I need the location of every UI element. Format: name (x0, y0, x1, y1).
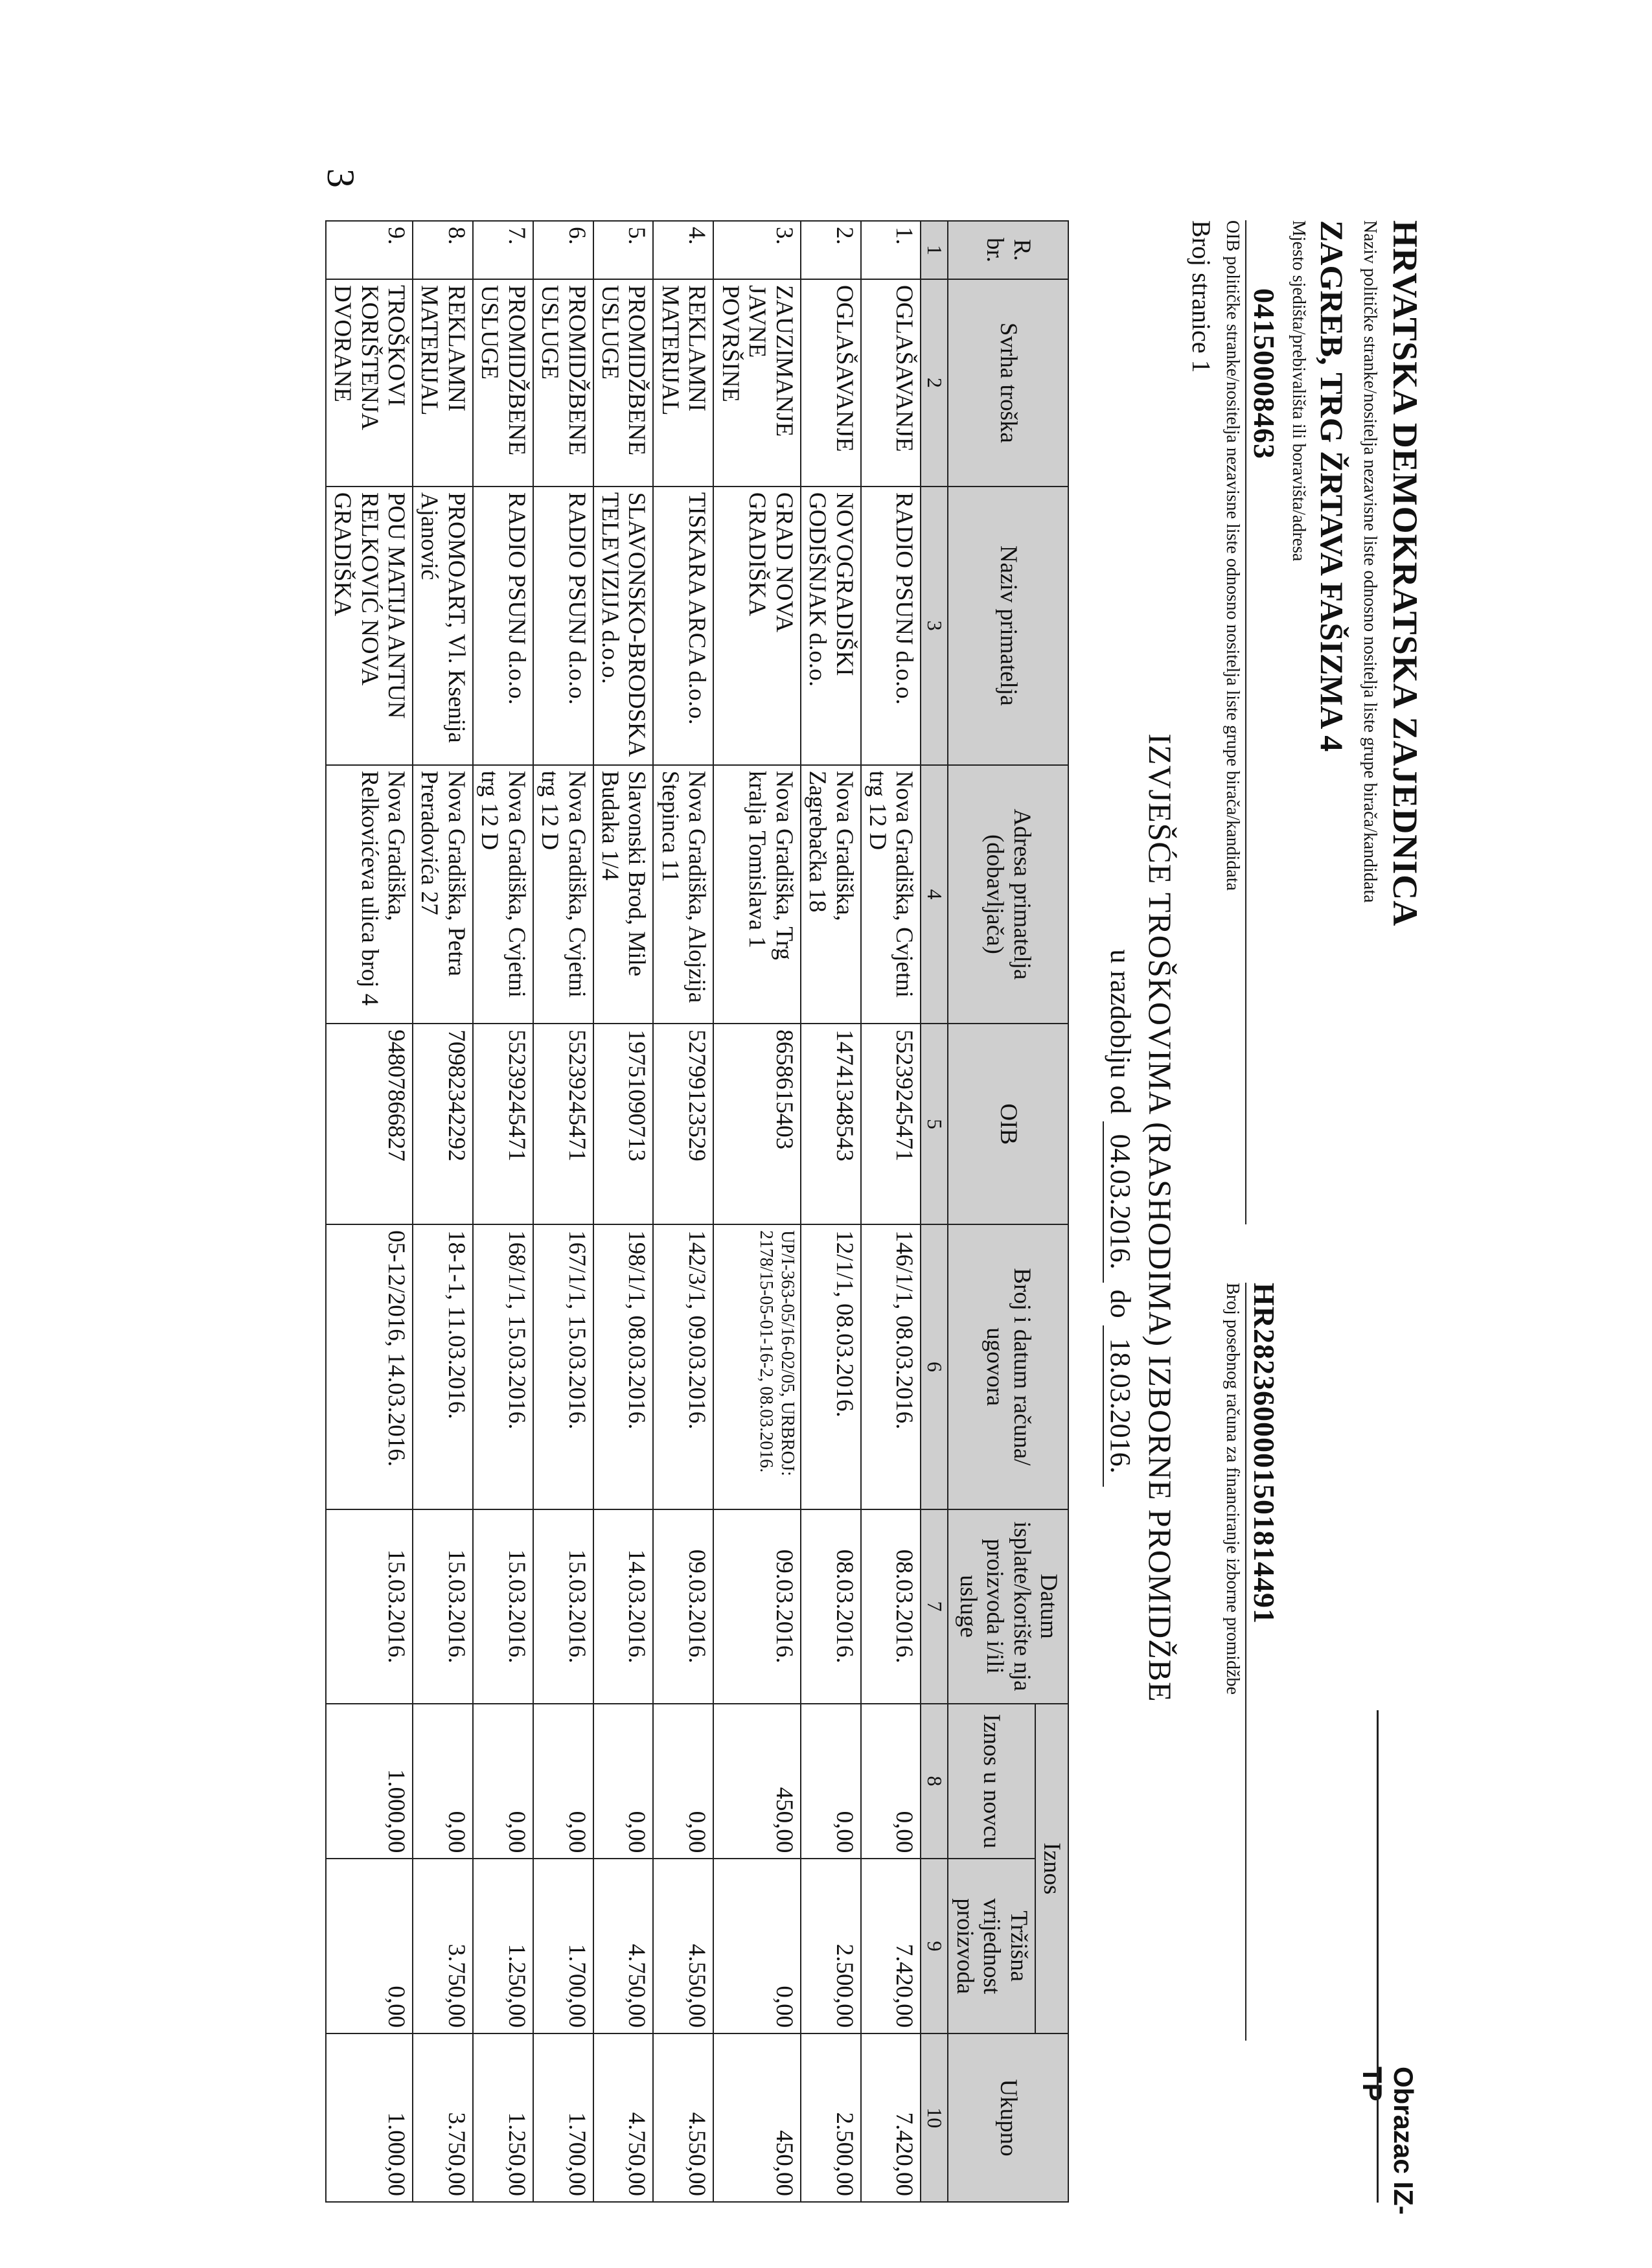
rotated-form-page (143, 168, 1425, 2216)
oib-caption: OIB političke stranke/nositelja nezavisne liste odnosno nositelja liste grupe birača/kandidata (1222, 220, 1243, 891)
cell-rbr: 6. (533, 221, 593, 279)
cell-naziv: RADIO PSUNJ d.o.o. (861, 487, 921, 765)
cell-naziv: RADIO PSUNJ d.o.o. (533, 487, 593, 765)
header-datum: Datum isplate/korište nja proizvoda i/ili usluge (948, 1509, 1068, 1704)
table-row (326, 221, 413, 2202)
header-naziv: Naziv primatelja (948, 487, 1068, 765)
report-period (1103, 220, 1137, 2216)
account-caption: Broj posebnog računa za financiranje izborne promidžbe (1222, 1283, 1243, 1695)
cell-datum: 09.03.2016. (653, 1509, 713, 1704)
cell-novac: 0,00 (801, 1704, 861, 1859)
table-row (413, 221, 473, 2202)
cell-rbr: 2. (801, 221, 861, 279)
cell-ukupno: 4.550,00 (653, 2033, 713, 2202)
cell-rbr: 8. (413, 221, 473, 279)
cell-trzisna: 1.700,00 (533, 1859, 593, 2033)
cell-ukupno: 2.500,00 (801, 2033, 861, 2202)
cell-naziv: POU MATIJA ANTUN RELKOVIĆ NOVA GRADIŠKA (326, 487, 413, 765)
cell-oib: 70982342292 (413, 1024, 473, 1224)
cell-datum: 15.03.2016. (413, 1509, 473, 1704)
column-number: 4 (921, 765, 948, 1024)
cell-naziv: NOVOGRADIŠKI GODIŠNJAK d.o.o. (801, 487, 861, 765)
cell-svrha: PROMIDŽBENE USLUGE (533, 279, 593, 487)
corner-page-mark: 3 (319, 168, 362, 188)
cell-novac: 0,00 (413, 1704, 473, 1859)
cell-novac: 0,00 (653, 1704, 713, 1859)
cell-naziv: GRAD NOVA GRADIŠKA (713, 487, 800, 765)
cell-novac: 0,00 (533, 1704, 593, 1859)
cell-rbr: 1. (861, 221, 921, 279)
cell-oib: 55239245471 (861, 1024, 921, 1224)
cell-svrha: REKLAMNI MATERIJAL (413, 279, 473, 487)
cell-svrha: OGLAŠAVANJE (861, 279, 921, 487)
cell-rbr: 5. (593, 221, 654, 279)
cell-rbr: 7. (473, 221, 533, 279)
cell-naziv: PROMOART, Vl. Ksenija Ajanović (413, 487, 473, 765)
cell-oib: 19751090713 (593, 1024, 654, 1224)
date-to: 18.03.2016. (1103, 1325, 1137, 1487)
cell-racun: 05-12/2016, 14.03.2016. (326, 1224, 413, 1509)
cell-ukupno: 1.700,00 (533, 2033, 593, 2202)
cell-datum: 15.03.2016. (326, 1509, 413, 1704)
period-middle: do (1105, 1289, 1136, 1318)
cell-racun: UP/I-363-05/16-02/05, URBROJ: 2178/15-05-01-16-2, 08.03.2016. (713, 1224, 800, 1509)
oib-underline (1245, 220, 1246, 1224)
cell-novac: 1.000,00 (326, 1704, 413, 1859)
account-underline (1245, 1283, 1246, 2041)
header-iznos: Iznos (1035, 1704, 1068, 2034)
cell-oib: 14741348543 (801, 1024, 861, 1224)
header-iznos-novcu: Iznos u novcu (948, 1704, 1035, 1859)
header-trzisna: Tržišna vrijednost proizvoda (948, 1859, 1035, 2033)
cell-naziv: SLAVONSKO-BRODSKA TELEVIZIJA d.o.o. (593, 487, 654, 765)
cell-racun: 18-1-1, 11.03.2016. (413, 1224, 473, 1509)
seat-address: ZAGREB, TRG ŽRTAVA FAŠIZMA 4 (1314, 220, 1350, 752)
report-title: IZVJEŠĆE TROŠKOVIMA (RASHODIMA) IZBORNE PROMIDŽBE (1142, 733, 1178, 1702)
cell-adresa: Nova Gradiška, Petra Preradovića 27 (413, 765, 473, 1024)
table-row (713, 221, 800, 2202)
cell-oib: 94807866827 (326, 1024, 413, 1224)
cell-racun: 12/1/1, 08.03.2016. (801, 1224, 861, 1509)
column-number: 6 (921, 1224, 948, 1509)
cell-adresa: Nova Gradiška, Alojzija Stepinca 11 (653, 765, 713, 1024)
cell-svrha: PROMIDŽBENE USLUGE (473, 279, 533, 487)
cell-racun: 167/1/1, 15.03.2016. (533, 1224, 593, 1509)
column-number: 7 (921, 1509, 948, 1704)
cell-datum: 08.03.2016. (861, 1509, 921, 1704)
cell-ukupno: 450,00 (713, 2033, 800, 2202)
column-number-row (921, 221, 948, 2202)
form-label-rule (1377, 1710, 1379, 2203)
period-prefix: u razdoblju od (1105, 949, 1136, 1114)
cell-svrha: PROMIDŽBENE USLUGE (593, 279, 654, 487)
cell-oib: 55239245471 (533, 1024, 593, 1224)
cell-datum: 15.03.2016. (473, 1509, 533, 1704)
table-row (861, 221, 921, 2202)
cell-svrha: TROŠKOVI KORIŠTENJA DVORANE (326, 279, 413, 487)
column-number: 2 (921, 279, 948, 487)
party-caption: Naziv političke stranke/nositelja nezavisne liste odnosno nositelja liste grupe birača/kandidata (1360, 220, 1380, 903)
cell-novac: 0,00 (861, 1704, 921, 1859)
cell-racun: 146/1/1, 08.03.2016. (861, 1224, 921, 1509)
cell-oib: 55239245471 (473, 1024, 533, 1224)
party-oib: 04150008463 (1248, 288, 1281, 459)
cell-adresa: Nova Gradiška, Cvjetni trg 12 D (861, 765, 921, 1024)
header-adresa: Adresa primatelja (dobavljača) (948, 765, 1068, 1024)
cell-oib: 8658615403 (713, 1024, 800, 1224)
cell-datum: 14.03.2016. (593, 1509, 654, 1704)
cell-datum: 08.03.2016. (801, 1509, 861, 1704)
cell-ukupno: 4.750,00 (593, 2033, 654, 2202)
column-number: 8 (921, 1704, 948, 1859)
column-number: 3 (921, 487, 948, 765)
cell-adresa: Slavonski Brod, Mile Budaka 1/4 (593, 765, 654, 1024)
table-row (473, 221, 533, 2202)
cell-adresa: Nova Gradiška, Cvjetni trg 12 D (473, 765, 533, 1024)
account-number: HR2823600001501814491 (1248, 1283, 1281, 1624)
column-number: 10 (921, 2033, 948, 2202)
cell-novac: 0,00 (473, 1704, 533, 1859)
header-svrha: Svrha troška (948, 279, 1068, 487)
cell-datum: 09.03.2016. (713, 1509, 800, 1704)
column-number: 9 (921, 1859, 948, 2033)
table-header-row (1035, 221, 1068, 2202)
cell-racun: 198/1/1, 08.03.2016. (593, 1224, 654, 1509)
column-number: 5 (921, 1024, 948, 1224)
cell-ukupno: 1.000,00 (326, 2033, 413, 2202)
header-ukupno: Ukupno (948, 2033, 1068, 2202)
cell-ukupno: 7.420,00 (861, 2033, 921, 2202)
cell-trzisna: 1.250,00 (473, 1859, 533, 2033)
cell-svrha: OGLAŠAVANJE (801, 279, 861, 487)
cell-adresa: Nova Gradiška, Relkovićeva ulica broj 4 (326, 765, 413, 1024)
form-label: Obrazac IZ-TP (1357, 2067, 1419, 2215)
cell-oib: 52799123529 (653, 1024, 713, 1224)
header-racun: Broj i datum računa/ ugovora (948, 1224, 1068, 1509)
header-rbr: R. br. (948, 221, 1068, 279)
cell-trzisna: 4.550,00 (653, 1859, 713, 2033)
cell-ukupno: 1.250,00 (473, 2033, 533, 2202)
cell-naziv: TISKARA ARCA d.o.o. (653, 487, 713, 765)
table-row (593, 221, 654, 2202)
cell-adresa: Nova Gradiška, Cvjetni trg 12 D (533, 765, 593, 1024)
costs-table (325, 220, 1069, 2203)
cell-rbr: 3. (713, 221, 800, 279)
table-row (801, 221, 861, 2202)
cell-racun: 168/1/1, 15.03.2016. (473, 1224, 533, 1509)
cell-trzisna: 3.750,00 (413, 1859, 473, 2033)
cell-racun: 142/3/1, 09.03.2016. (653, 1224, 713, 1509)
cell-trzisna: 0,00 (713, 1859, 800, 2033)
table-row (653, 221, 713, 2202)
cell-datum: 15.03.2016. (533, 1509, 593, 1704)
date-from: 04.03.2016. (1103, 1121, 1137, 1283)
cell-rbr: 4. (653, 221, 713, 279)
cell-adresa: Nova Gradiška, Trg kralja Tomislava 1 (713, 765, 800, 1024)
column-number: 1 (921, 221, 948, 279)
cell-rbr: 9. (326, 221, 413, 279)
table-row (533, 221, 593, 2202)
cell-trzisna: 7.420,00 (861, 1859, 921, 2033)
cell-trzisna: 4.750,00 (593, 1859, 654, 2033)
cell-ukupno: 3.750,00 (413, 2033, 473, 2202)
cell-svrha: ZAUZIMANJE JAVNE POVRŠINE (713, 279, 800, 487)
cell-svrha: REKLAMNI MATERIJAL (653, 279, 713, 487)
header-oib: OIB (948, 1024, 1068, 1224)
cell-novac: 0,00 (593, 1704, 654, 1859)
cell-naziv: RADIO PSUNJ d.o.o. (473, 487, 533, 765)
party-name: HRVATSKA DEMOKRATSKA ZAJEDNICA (1386, 220, 1425, 927)
seat-caption: Mjesto sjedišta/prebivališta ili boravišta/adresa (1289, 220, 1309, 562)
cell-adresa: Nova Gradiška, Zagrebačka 18 (801, 765, 861, 1024)
cell-novac: 450,00 (713, 1704, 800, 1859)
cell-trzisna: 0,00 (326, 1859, 413, 2033)
cell-trzisna: 2.500,00 (801, 1859, 861, 2033)
page-number: Broj stranice 1 (1187, 220, 1216, 373)
